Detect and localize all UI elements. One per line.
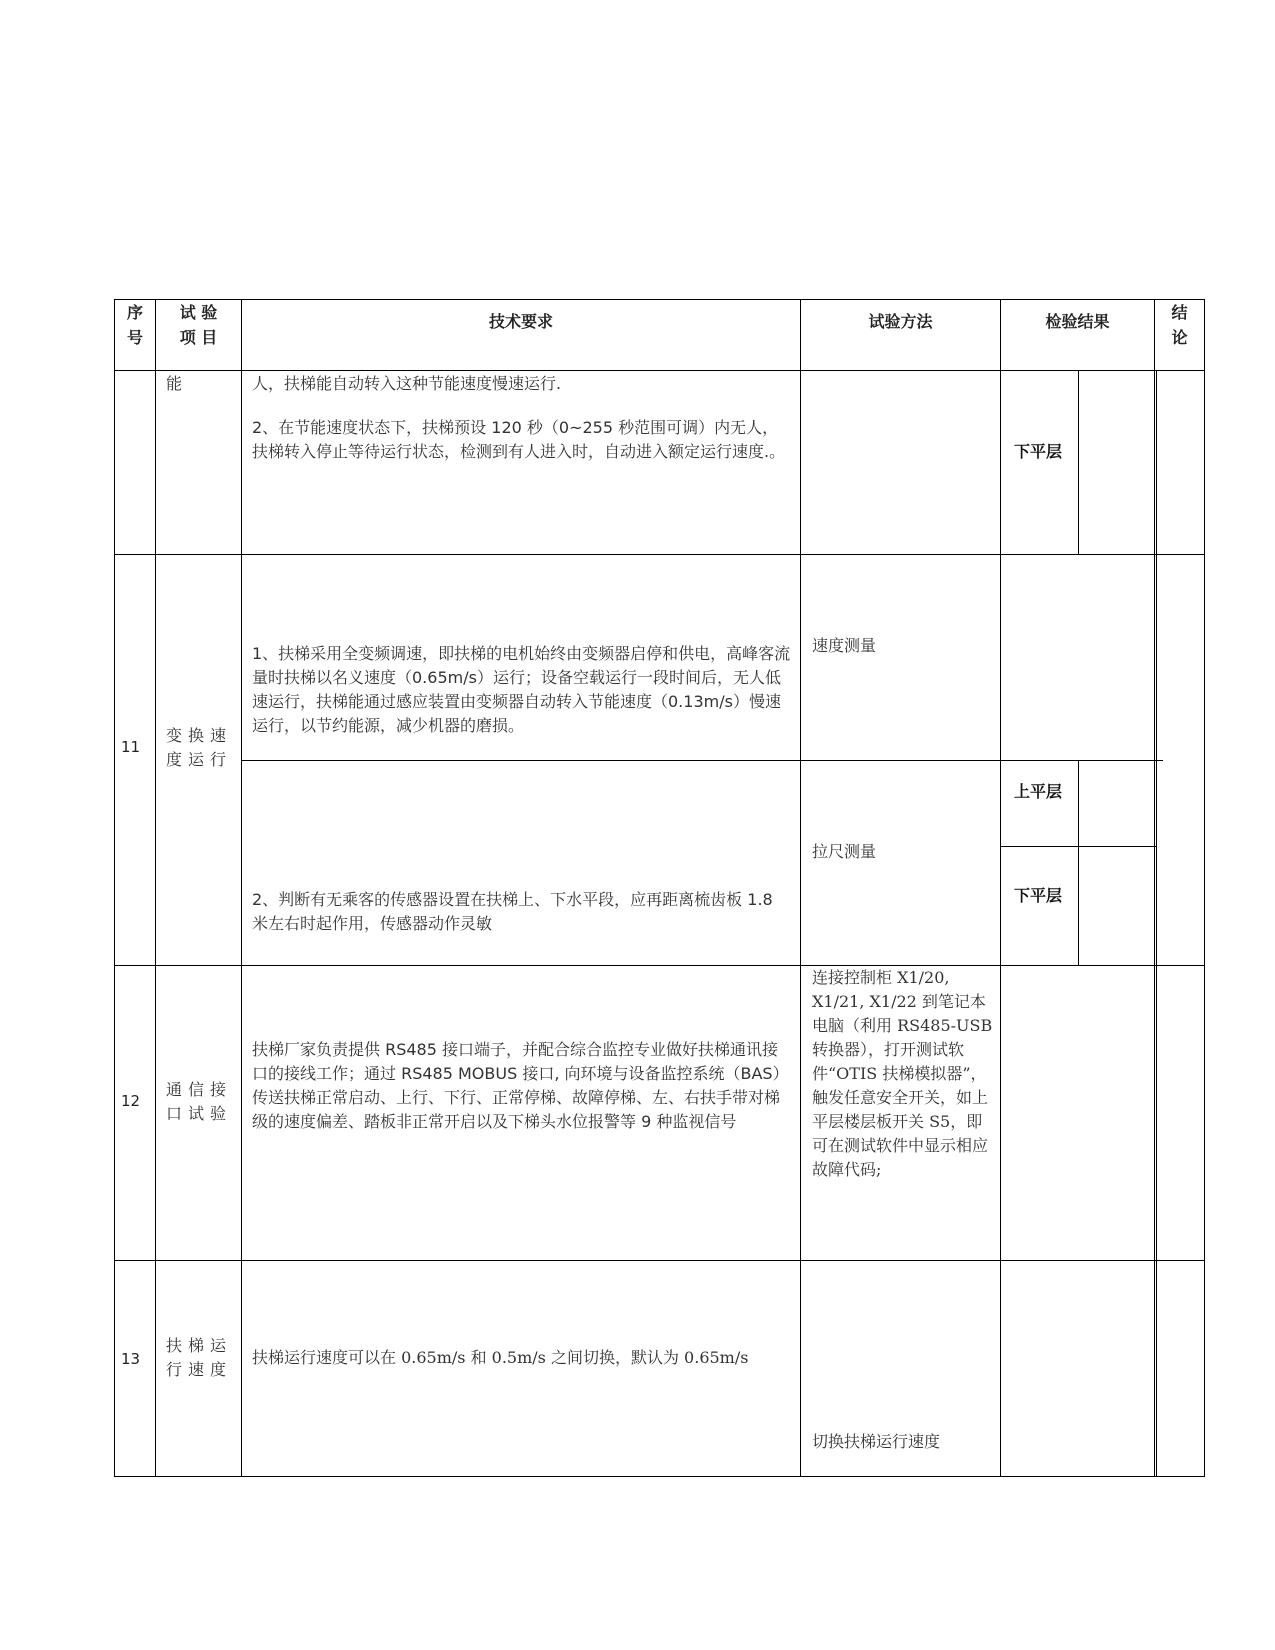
rule [114, 554, 1205, 555]
tech-text: 1、扶梯采用全变频调速，即扶梯的电机始终由变频器启停和供电，高峰客流量时扶梯以名义速度（0.65m/s）运行；设备空载运行一段时间后，无人低速运行，扶梯能通过感应装置由变频器自动转入节能速度（0.13m/s）慢速运行，以节约能源，减少机器的磨损。 [252, 644, 791, 735]
method-text: 速度测量 [812, 636, 877, 655]
rule [242, 760, 1163, 761]
header-item: 试 验 项 目 [179, 303, 218, 347]
tech-text: 2、在节能速度状态下，扶梯预设 120 秒（0~255 秒范围可调）内无人，扶梯转入停止等待运行状态，检测到有人进入时，自动进入额定运行速度.。 [252, 418, 786, 461]
rule [241, 299, 242, 1477]
rule [114, 1260, 1205, 1261]
rule [1204, 299, 1205, 1477]
row-item: 变换速度运行 [166, 726, 233, 769]
row-seq: 12 [121, 1092, 141, 1110]
rule [114, 1476, 1205, 1477]
rule [1154, 299, 1155, 1477]
header-result: 检验结果 [1045, 312, 1110, 331]
header-method: 试验方法 [868, 312, 933, 331]
rule [155, 299, 156, 1477]
row-seq: 11 [121, 738, 141, 756]
tech-text: 扶梯厂家负责提供 RS485 接口端子，并配合综合监控专业做好扶梯通讯接口的接线工作；通过 RS485 MOBUS 接口, 向环境与设备监控系统（BAS）传送扶梯正常启动、上行、下行、正常停梯、故障停梯、左、右扶手带对梯级的速度偏差、踏板非正常开启以及下梯头水位报警等 9 种监视信号 [252, 1040, 789, 1131]
tech-text: 人，扶梯能自动转入这种节能速度慢速运行. [252, 374, 562, 393]
rule [114, 299, 115, 1477]
rule [1078, 370, 1079, 554]
header-conclusion: 结 论 [1171, 303, 1188, 347]
tech-text: 扶梯运行速度可以在 0.65m/s 和 0.5m/s 之间切换，默认为 0.65m/s [252, 1348, 749, 1367]
method-text: 连接控制柜 X1/20, X1/21, X1/22 到笔记本电脑（利用 RS485-USB 转换器），打开测试软件“OTIS 扶梯模拟器”，触发任意安全开关，如上平层楼层板开关 S5，即可在测试软件中显示相应故障代码; [812, 968, 993, 1179]
result-label: 下平层 [1014, 886, 1063, 905]
method-text: 拉尺测量 [812, 842, 877, 861]
header-seq: 序 号 [126, 303, 143, 347]
rule [114, 370, 1205, 371]
rule [800, 299, 801, 1477]
row-item: 通信接口试验 [166, 1080, 233, 1123]
row-item: 扶梯运行速度 [166, 1336, 233, 1379]
row-seq: 13 [121, 1350, 141, 1368]
rule [1156, 370, 1157, 1477]
rule [114, 965, 1205, 966]
rule [1000, 299, 1001, 1477]
header-tech: 技术要求 [488, 312, 553, 331]
result-label: 下平层 [1014, 442, 1063, 461]
row-item: 能 [166, 374, 183, 393]
rule [1078, 760, 1079, 965]
tech-text: 2、判断有无乘客的传感器设置在扶梯上、下水平段，应再距离梳齿板 1.8 米左右时起作用，传感器动作灵敏 [252, 890, 773, 933]
method-text: 切换扶梯运行速度 [812, 1432, 941, 1451]
rule [114, 299, 1205, 300]
result-label: 上平层 [1014, 782, 1063, 801]
